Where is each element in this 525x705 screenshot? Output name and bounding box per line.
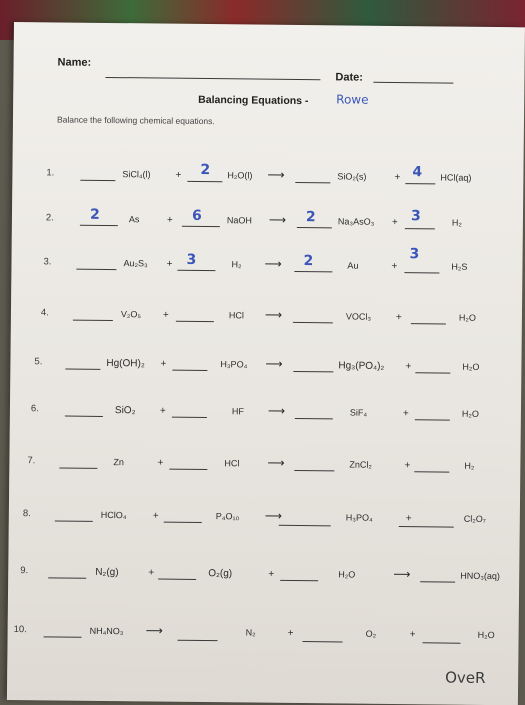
reactant-2: NaOH — [226, 215, 253, 226]
reactant-2: HCl — [224, 458, 240, 469]
reactant-1: NH₄NO₃ — [89, 625, 124, 637]
coefficient-blank-1[interactable] — [65, 369, 100, 370]
coefficient-blank-4[interactable] — [411, 323, 446, 324]
plus-sign: + — [175, 169, 182, 181]
coefficient-blank-3[interactable] — [303, 641, 343, 642]
equation-number: 3. — [43, 256, 52, 268]
reactant-1: Hg(OH)₂ — [106, 357, 145, 370]
plus-sign: + — [148, 567, 155, 579]
equation-number: 6. — [30, 403, 39, 415]
over-note-handwritten: OveR — [445, 668, 486, 687]
coefficient-blank-3[interactable] — [293, 371, 333, 372]
coefficient-blank-3[interactable] — [279, 525, 331, 527]
plus-sign: + — [402, 408, 409, 420]
coefficient-blank-1[interactable] — [55, 520, 93, 521]
equation-number: 8. — [22, 508, 31, 520]
plus-sign: + — [404, 460, 411, 472]
product-3: H₂O — [477, 629, 495, 641]
product-1: SiF₄ — [349, 407, 368, 418]
coefficient-blank-2[interactable] — [172, 417, 207, 418]
reaction-arrow: ⟶ — [267, 403, 286, 418]
product-2: H₂ — [451, 217, 462, 228]
plus-sign: + — [395, 312, 402, 324]
coefficient-blank-3[interactable] — [297, 227, 332, 228]
reactant-1: HClO₄ — [100, 509, 127, 521]
coefficient-blank-4[interactable] — [415, 372, 450, 373]
plus-sign: + — [166, 214, 173, 226]
coefficient-blank-3[interactable] — [280, 580, 318, 581]
reaction-arrow: ⟶ — [264, 508, 283, 523]
equation-number: 4. — [40, 307, 49, 319]
coefficient-blank-4[interactable] — [405, 228, 435, 229]
coefficient-4-handwritten: 3 — [410, 208, 421, 225]
product-1: Na₃AsO₃ — [337, 216, 375, 227]
product-1: SiO₂(s) — [337, 171, 367, 182]
coefficient-blank-1[interactable] — [59, 467, 97, 468]
reactant-3: H₂O — [338, 569, 356, 580]
coefficient-blank-1[interactable] — [44, 636, 82, 637]
name-label: Name: — [57, 56, 92, 69]
reaction-arrow: ⟶ — [268, 212, 287, 227]
worksheet-page — [7, 22, 525, 705]
plus-sign: + — [160, 358, 167, 370]
product-2: Cl₂O₇ — [463, 513, 486, 524]
coefficient-blank-4[interactable] — [415, 419, 450, 420]
plus-sign: + — [409, 629, 416, 641]
reactant-2: H₂O(l) — [227, 170, 253, 181]
equation-number: 2. — [45, 212, 54, 224]
coefficient-blank-2[interactable] — [169, 469, 207, 470]
coefficient-blank-4[interactable] — [423, 642, 461, 643]
reactant-2: HF — [231, 406, 244, 417]
coefficient-blank-3[interactable] — [295, 418, 333, 419]
reactant-1: Au₂S₃ — [123, 258, 148, 269]
product-1: HNO₃(aq) — [460, 570, 500, 582]
product-1: N₂ — [245, 627, 256, 638]
plus-sign: + — [152, 510, 159, 522]
plus-sign: + — [394, 171, 401, 184]
coefficient-2-handwritten: 3 — [186, 251, 197, 268]
coefficient-blank-1[interactable] — [80, 225, 118, 226]
coefficient-blank-2[interactable] — [172, 370, 207, 371]
reactant-1: SiCl₄(l) — [122, 169, 151, 180]
plus-sign: + — [159, 405, 166, 417]
coefficient-blank-2[interactable] — [182, 226, 220, 227]
coefficient-blank-4[interactable] — [405, 183, 435, 184]
plus-sign: + — [157, 457, 164, 469]
instructions: Balance the following chemical equations. — [56, 114, 215, 127]
reaction-arrow: ⟶ — [265, 356, 283, 371]
coefficient-blank-3[interactable] — [295, 182, 330, 183]
coefficient-blank-3[interactable] — [294, 470, 334, 471]
date-label: Date: — [335, 71, 364, 84]
coefficient-blank-3[interactable] — [294, 271, 332, 272]
reactant-2: O₂(g) — [208, 568, 233, 580]
coefficient-blank-3[interactable] — [293, 322, 333, 323]
plus-sign: + — [405, 361, 412, 373]
coefficient-blank-2[interactable] — [164, 522, 202, 523]
name-field-line[interactable] — [105, 77, 320, 80]
reaction-arrow: ⟶ — [393, 567, 411, 582]
reactant-2: HCl — [228, 310, 244, 321]
reactant-1: SiO₂ — [114, 405, 136, 417]
reactant-1: N₂(g) — [95, 566, 119, 579]
coefficient-blank-4[interactable] — [399, 526, 454, 528]
product-2: H₂O — [461, 408, 479, 419]
coefficient-blank-1[interactable] — [76, 269, 116, 270]
coefficient-4-handwritten: 3 — [409, 246, 420, 263]
plus-sign: + — [391, 260, 398, 273]
reactant-1: V₂O₅ — [120, 309, 142, 320]
coefficient-2-handwritten: 2 — [200, 161, 211, 179]
coefficient-blank-4[interactable] — [420, 581, 455, 582]
reactant-1: As — [128, 214, 140, 225]
product-2: H₂ — [464, 460, 475, 471]
plus-sign: + — [287, 627, 294, 639]
coefficient-blank-2[interactable] — [178, 640, 218, 641]
coefficient-blank-2[interactable] — [176, 321, 214, 322]
equation-number: 1. — [46, 167, 55, 179]
reaction-arrow: ⟶ — [264, 256, 282, 271]
equation-number: 5. — [34, 356, 43, 368]
coefficient-blank-1[interactable] — [73, 320, 113, 321]
reaction-arrow: ⟶ — [145, 623, 163, 638]
coefficient-blank-2[interactable] — [187, 181, 222, 182]
product-1: H₃PO₄ — [345, 512, 373, 523]
reactant-2: P₄O₁₀ — [215, 511, 240, 522]
worksheet-title: Balancing Equations - — [198, 93, 309, 108]
coefficient-1-handwritten: 2 — [89, 206, 100, 223]
coefficient-blank-1[interactable] — [80, 180, 115, 181]
reaction-arrow: ⟶ — [267, 455, 285, 470]
product-1: ZnCl₂ — [349, 459, 372, 470]
coefficient-blank-2[interactable] — [177, 270, 215, 271]
coefficient-3-handwritten: 2 — [303, 253, 314, 270]
coefficient-4-handwritten: 4 — [412, 164, 423, 181]
plus-sign: + — [162, 309, 169, 321]
product-2: H₂S — [451, 261, 468, 272]
product-2: O₂ — [365, 628, 377, 639]
reactant-1: Zn — [113, 457, 124, 468]
plus-sign: + — [405, 513, 412, 525]
reaction-arrow: ⟶ — [267, 167, 285, 182]
teacher-name-handwritten: Rowe — [336, 92, 369, 107]
plus-sign: + — [268, 568, 275, 580]
product-1: VOCl₃ — [345, 311, 372, 322]
date-field-line[interactable] — [373, 82, 453, 84]
product-1: Hg₃(PO₄)₂ — [338, 360, 385, 372]
equation-number: 10. — [13, 624, 27, 636]
product-2: H₂O — [462, 361, 480, 372]
reaction-arrow: ⟶ — [264, 307, 283, 322]
plus-sign: + — [391, 216, 398, 229]
coefficient-blank-4[interactable] — [414, 471, 449, 472]
product-2: H₂O — [458, 312, 476, 323]
reactant-2: H₃PO₄ — [220, 359, 248, 370]
coefficient-blank-1[interactable] — [65, 416, 103, 417]
plus-sign: + — [166, 258, 173, 270]
coefficient-2-handwritten: 6 — [191, 207, 202, 224]
coefficient-blank-2[interactable] — [158, 579, 196, 580]
product-1: Au — [347, 260, 359, 271]
coefficient-3-handwritten: 2 — [305, 209, 316, 226]
equation-number: 9. — [20, 565, 29, 577]
reactant-2: H₂ — [231, 259, 242, 270]
coefficient-blank-4[interactable] — [404, 272, 439, 273]
product-2: HCl(aq) — [440, 172, 472, 183]
equation-number: 7. — [27, 455, 36, 467]
coefficient-blank-1[interactable] — [48, 577, 86, 578]
